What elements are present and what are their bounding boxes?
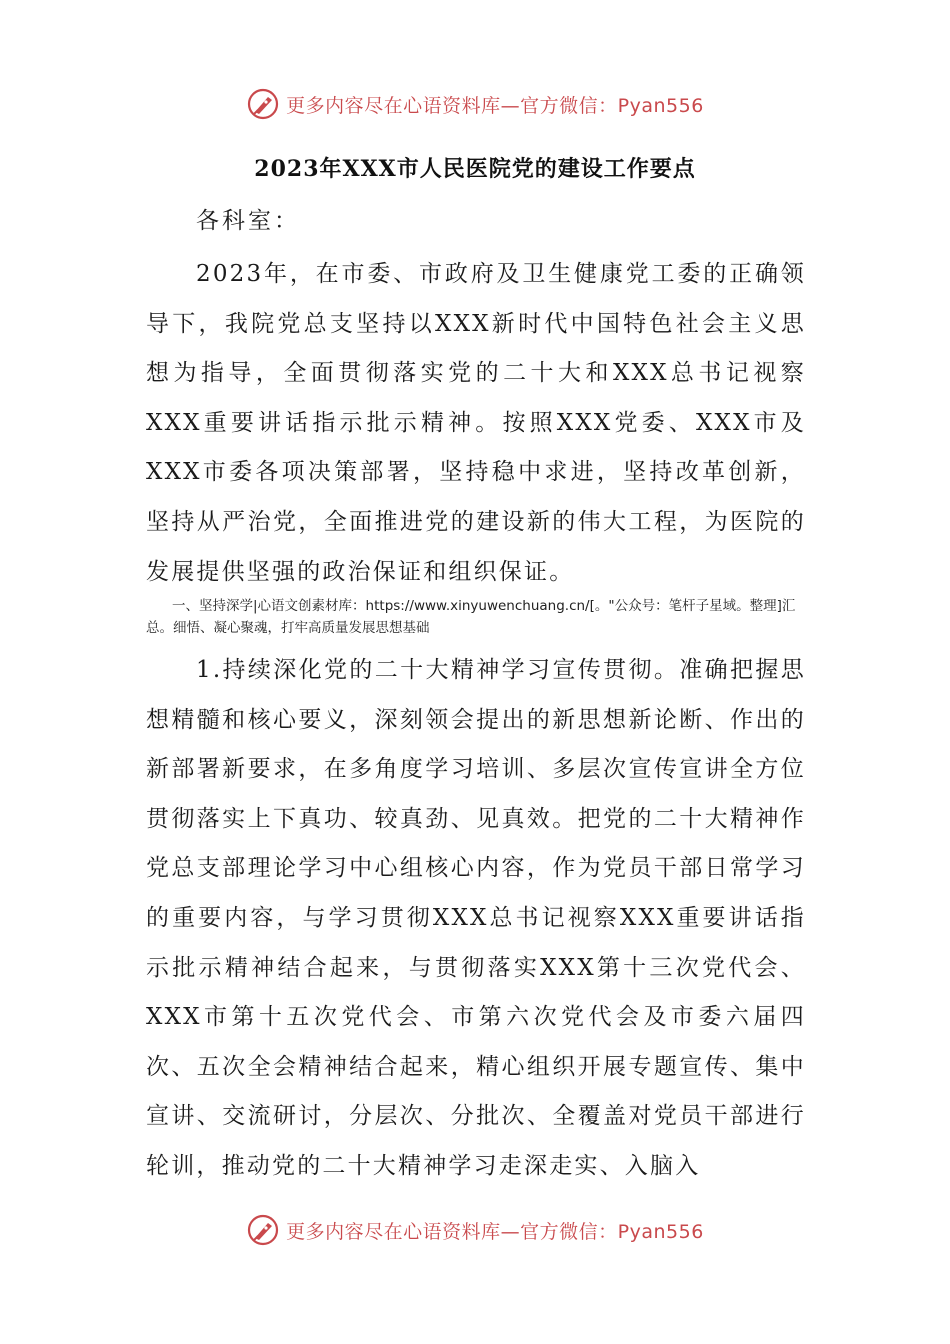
body-paragraph-intro: 2023年，在市委、市政府及卫生健康党工委的正确领导下，我院党总支坚持以XXX新时代中国特色社会主义思想为指导，全面贯彻落实党的二十大和XXX总书记视察XXX重要讲话指示批示精神。按照XXX党委、XXX市及XXX市委各项决策部署，坚持稳中求进，坚持改革创新，坚持从严治党，全面推进党的建设新的伟大工程，为医院的发展提供坚强的政治保证和组织保证。 (146, 261, 806, 585)
watermark-text: 更多内容尽在心语资料库—官方微信：Pyan556 (286, 1220, 704, 1243)
section-heading: 一、坚持深学|心语文创素材库：https://www.xinyuwenchuang.cn/[。"公众号：笔杆子星域。整理]汇总。细悟、凝心聚魂，打牢高质量发展思想基础 (146, 598, 796, 636)
pen-nib-logo-icon (246, 87, 280, 121)
body-paragraph-item-1: 1.持续深化党的二十大精神学习宣传贯彻。准确把握思想精髓和核心要义，深刻领会提出的新思想新论断、作出的新部署新要求，在多角度学习培训、多层次宣传宣讲全方位贯彻落实上下真功、较真劲、见真效。把党的二十大精神作党总支部理论学习中心组核心内容，作为党员干部日常学习的重要内容，与学习贯彻XXX总书记视察XXX重要讲话指示批示精神结合起来，与贯彻落实XXX第十三次党代会、XXX市第十五次党代会、市第六次党代会及市委六届四次、五次全会精神结合起来，精心组织开展专题宣传、集中宣讲、交流研讨，分层次、分批次、全覆盖对党员干部进行轮训，推动党的二十大精神学习走深走实、入脑入 (146, 657, 806, 1179)
document-title: 2023年XXX市人民医院党的建设工作要点 (254, 156, 696, 182)
salutation: 各科室： (196, 208, 300, 234)
watermark-banner-top (0, 84, 950, 124)
pen-nib-logo-icon (246, 1213, 280, 1247)
watermark-text: 更多内容尽在心语资料库—官方微信：Pyan556 (286, 94, 704, 117)
watermark-banner-bottom (0, 1210, 950, 1250)
